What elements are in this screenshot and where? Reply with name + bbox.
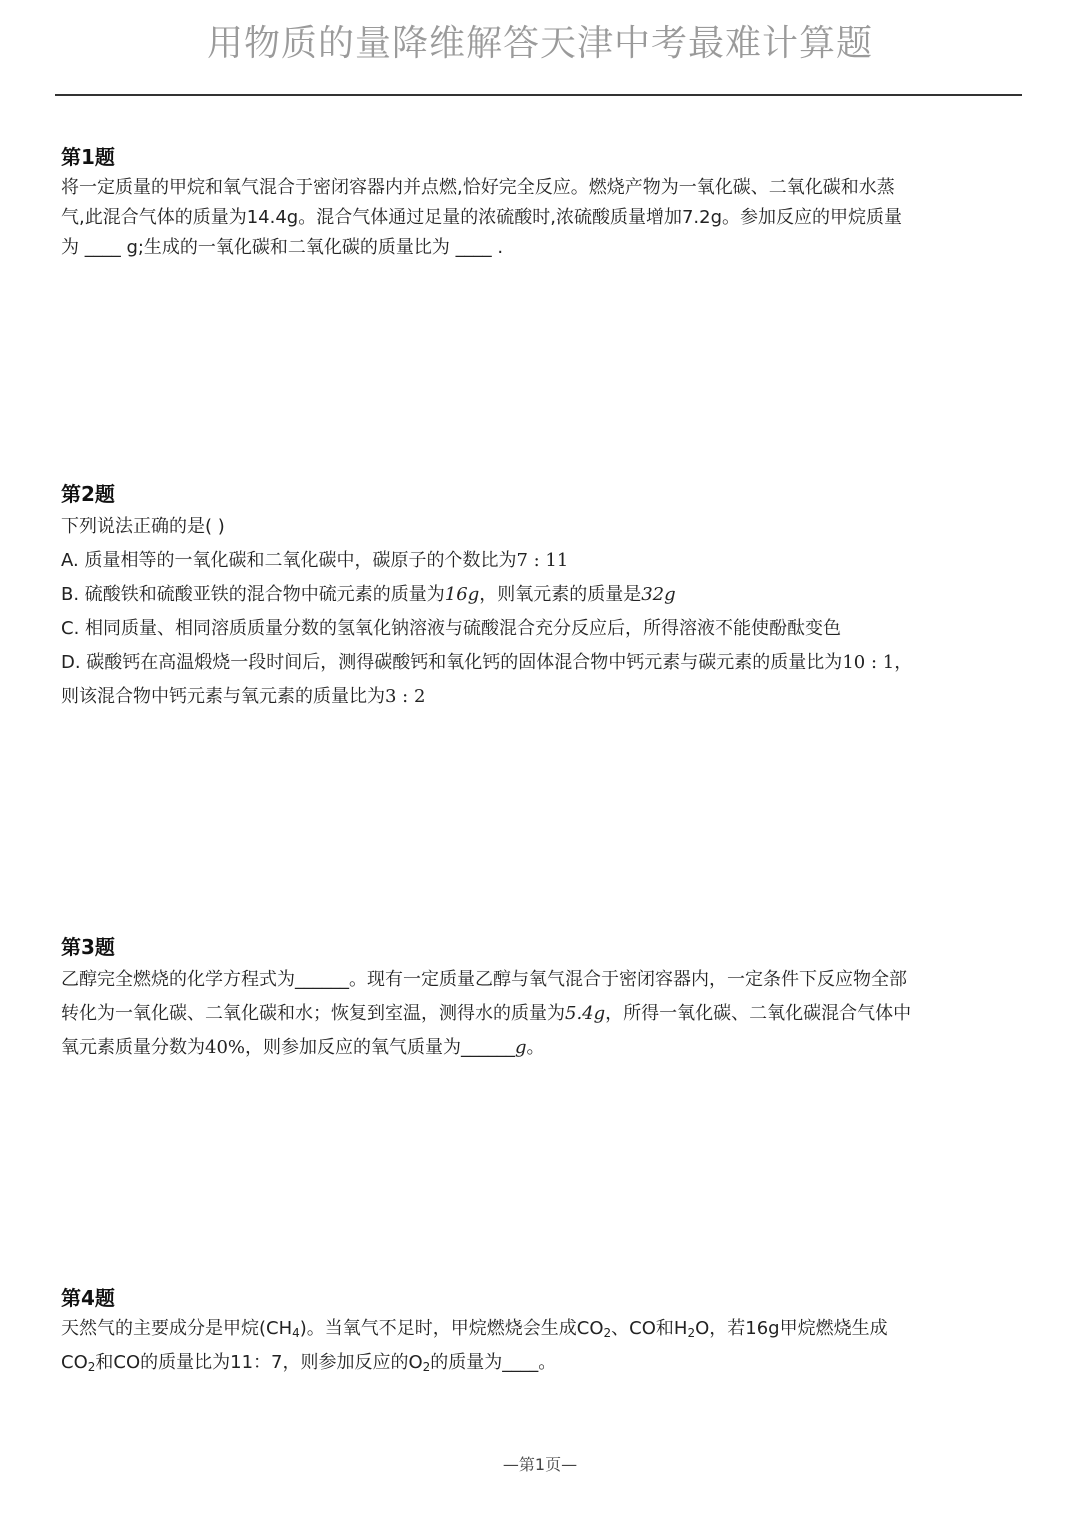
question-heading: 第2题 — [61, 482, 115, 506]
question-text: CO — [61, 1352, 88, 1373]
option-d-text: D. 碳酸钙在高温煅烧一段时间后，测得碳酸钙和氧化钙的固体混合物中钙元素与碳元素的质量比为 — [61, 652, 843, 673]
subscript: 2 — [687, 1326, 696, 1340]
option-b-value: 16g — [444, 584, 480, 605]
title-divider — [55, 94, 1022, 96]
question-text-line: 将一定质量的甲烷和氧气混合于密闭容器内并点燃,恰好完全反应。燃烧产物为一氧化碳、二氧化碳和水蒸 — [61, 177, 895, 198]
option-d-value: 10 : 1 — [842, 652, 895, 673]
unit-g: g — [515, 1037, 527, 1058]
page-number-footer: —第1页— — [502, 1455, 578, 1474]
question-text: 的质量为____。 — [430, 1352, 557, 1373]
question-text: 天然气的主要成分是甲烷(CH — [61, 1318, 293, 1339]
option-b-value: 32g — [641, 584, 676, 605]
question-text-line — [61, 1314, 1021, 1348]
question-heading: 第4题 — [61, 1286, 115, 1310]
question-text-line: 乙醇完全燃烧的化学方程式为______。现有一定质量乙醇与氧气混合于密闭容器内，一定条件下反应物全部 — [61, 969, 907, 990]
question-text: ，则参加反应的氧气质量为______ — [245, 1037, 516, 1058]
question-text-line — [61, 1348, 1021, 1382]
question-3 — [61, 933, 1021, 1065]
option-c — [61, 612, 1021, 646]
subscript: 2 — [422, 1360, 431, 1374]
option-c-text: C. 相同质量、相同溶质质量分数的氢氧化钠溶液与硫酸混合充分反应后，所得溶液不能使酚酞变色 — [61, 618, 842, 639]
question-4 — [61, 1284, 1021, 1382]
water-mass-value: 5.4g — [565, 1003, 606, 1024]
question-text: 。 — [526, 1037, 545, 1058]
question-text: )。当氧气不足时，甲烷燃烧会生成CO — [299, 1318, 604, 1339]
question-text: 氧元素质量分数为 — [61, 1037, 205, 1058]
option-b-text: B. 硫酸铁和硫酸亚铁的混合物中硫元素的质量为 — [61, 584, 445, 605]
question-text: 转化为一氧化碳、二氧化碳和水；恢复到室温，测得水的质量为 — [61, 1003, 565, 1024]
question-heading: 第1题 — [61, 145, 115, 169]
question-text: 和CO的质量比为11：7，则参加反应的O — [95, 1352, 423, 1373]
option-b-text: ，则氧元素的质量是 — [479, 584, 642, 605]
question-text-line: 气,此混合气体的质量为14.4g。混合气体通过足量的浓硫酸时,浓硫酸质量增加7.2g。参加反应的甲烷质量 — [61, 207, 902, 228]
question-text: ，所得一氧化碳、二氧化碳混合气体中 — [605, 1003, 912, 1024]
question-1 — [61, 143, 1021, 263]
question-heading: 第3题 — [61, 935, 115, 959]
subscript: 2 — [603, 1326, 612, 1340]
oxygen-fraction-value: 40% — [205, 1037, 246, 1058]
question-text: 、CO和H — [611, 1318, 688, 1339]
option-d — [61, 646, 1021, 680]
option-a — [61, 544, 1021, 578]
question-2 — [61, 480, 1021, 714]
option-d-value: 3 : 2 — [385, 686, 426, 707]
subscript: 4 — [292, 1326, 300, 1340]
question-stem: 下列说法正确的是( ) — [61, 516, 225, 537]
option-d-text: 则该混合物中钙元素与氧元素的质量比为 — [61, 686, 385, 707]
question-text-line — [61, 997, 1021, 1031]
option-a-value: 7 : 11 — [516, 550, 569, 571]
option-a-text: A. 质量相等的一氧化碳和二氧化碳中，碳原子的个数比为 — [61, 550, 517, 571]
question-text-line: 为 ____ g;生成的一氧化碳和二氧化碳的质量比为 ____ . — [61, 237, 504, 258]
option-b — [61, 578, 1021, 612]
question-text: O，若16g甲烷燃烧生成 — [695, 1318, 888, 1339]
subscript: 2 — [87, 1360, 96, 1374]
page-title: 用物质的量降维解答天津中考最难计算题 — [206, 23, 873, 64]
question-text-line — [61, 1031, 1021, 1065]
option-d-text: ， — [894, 652, 913, 673]
option-d-continued — [61, 680, 1021, 714]
